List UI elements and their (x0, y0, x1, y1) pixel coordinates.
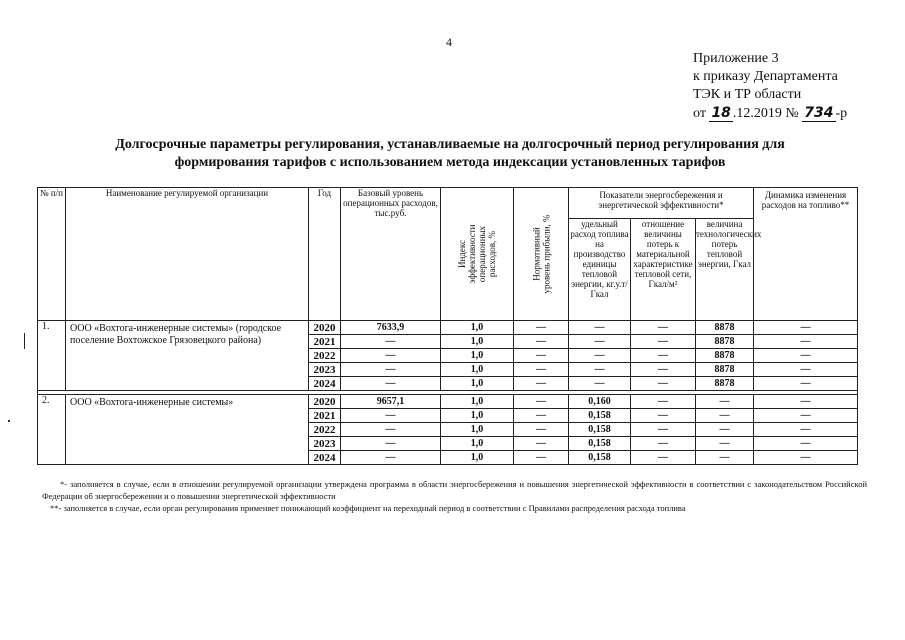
cell-base-expenses: — (341, 409, 441, 423)
cell-efficiency-index: 1,0 (441, 321, 514, 335)
cell-year: 2024 (309, 451, 341, 465)
cell-loss-ratio: — (631, 409, 696, 423)
cell-tech-losses: — (696, 395, 754, 409)
cell-base-expenses: 9657,1 (341, 395, 441, 409)
cell-normative-profit: — (514, 437, 569, 451)
cell-efficiency-index: 1,0 (441, 395, 514, 409)
appendix-title: Приложение 3 (693, 51, 779, 66)
cell-year: 2022 (309, 349, 341, 363)
cell-base-expenses: — (341, 349, 441, 363)
cell-year: 2024 (309, 377, 341, 391)
cell-fuel-dynamics: — (754, 321, 858, 335)
cell-tech-losses: 8878 (696, 335, 754, 349)
header-num: № п/п (38, 188, 66, 321)
cell-tech-losses: — (696, 409, 754, 423)
cell-year: 2023 (309, 363, 341, 377)
header-norm-line1: Нормативный (531, 227, 541, 281)
title-line-1: Долгосрочные параметры регулирования, устанавливаемые на долгосрочный период регулирования для (115, 137, 785, 152)
header-energy-group: Показатели энергосбережения и энергетической эффективности* (569, 188, 754, 219)
cell-base-expenses: — (341, 335, 441, 349)
appendix-department: ТЭК и ТР области (693, 87, 802, 102)
cell-loss-ratio: — (631, 423, 696, 437)
cell-loss-ratio: — (631, 335, 696, 349)
header-specific: удельный расход топлива на производство единицы тепловой энергии, кг.у.т/Гкал (569, 219, 631, 321)
cell-base-expenses: 7633,9 (341, 321, 441, 335)
cell-specific-fuel: 0,158 (569, 409, 631, 423)
org-number: 2. (38, 395, 66, 465)
cell-year: 2021 (309, 335, 341, 349)
cell-tech-losses: — (696, 437, 754, 451)
cell-fuel-dynamics: — (754, 409, 858, 423)
cell-normative-profit: — (514, 409, 569, 423)
header-base: Базовый уровень операционных расходов, тыс.руб. (341, 188, 441, 321)
page-number: 4 (446, 35, 452, 49)
cell-efficiency-index: 1,0 (441, 409, 514, 423)
cell-loss-ratio: — (631, 377, 696, 391)
order-number-handwritten: 734 (804, 105, 834, 121)
cell-tech-losses: 8878 (696, 321, 754, 335)
header-ratio: отношение величины потерь к материальной характеристике тепловой сети, Гкал/м² (631, 219, 696, 321)
order-suffix: -р (835, 106, 848, 121)
cell-tech-losses: 8878 (696, 363, 754, 377)
footnote-2: **- заполняется в случае, если орган регулирования применяет понижающий коэффициент на переходный период в соответствии с Правилами распределения расхода топлива (50, 503, 686, 513)
cell-specific-fuel: — (569, 321, 631, 335)
cell-specific-fuel: 0,158 (569, 437, 631, 451)
cell-efficiency-index: 1,0 (441, 437, 514, 451)
org-name: ООО «Вохтога-инженерные системы» (66, 395, 309, 465)
cell-year: 2020 (309, 321, 341, 335)
cell-specific-fuel: — (569, 363, 631, 377)
cell-efficiency-index: 1,0 (441, 451, 514, 465)
cell-base-expenses: — (341, 437, 441, 451)
cell-tech-losses: 8878 (696, 377, 754, 391)
scan-dot (8, 420, 10, 422)
cell-specific-fuel: 0,158 (569, 451, 631, 465)
cell-loss-ratio: — (631, 363, 696, 377)
cell-fuel-dynamics: — (754, 349, 858, 363)
appendix-order-ref: к приказу Департамента (693, 69, 838, 84)
cell-tech-losses: 8878 (696, 349, 754, 363)
appendix-date-line (693, 104, 847, 123)
table-row (38, 321, 858, 335)
cell-fuel-dynamics: — (754, 451, 858, 465)
cell-loss-ratio: — (631, 349, 696, 363)
cell-efficiency-index: 1,0 (441, 349, 514, 363)
cell-fuel-dynamics: — (754, 437, 858, 451)
cell-loss-ratio: — (631, 437, 696, 451)
table-row (38, 395, 858, 409)
cell-normative-profit: — (514, 363, 569, 377)
cell-efficiency-index: 1,0 (441, 335, 514, 349)
parameters-table (37, 187, 858, 465)
cell-year: 2020 (309, 395, 341, 409)
date-prefix: от (693, 106, 706, 121)
cell-tech-losses: — (696, 451, 754, 465)
cell-fuel-dynamics: — (754, 423, 858, 437)
date-day-handwritten: 18 (711, 105, 731, 121)
margin-mark (24, 333, 25, 349)
header-dynamics: Динамика изменения расходов на топливо** (754, 188, 858, 321)
cell-fuel-dynamics: — (754, 377, 858, 391)
title-line-2: формирования тарифов с использованием метода индексации установленных тарифов (174, 155, 726, 170)
cell-tech-losses: — (696, 423, 754, 437)
cell-normative-profit: — (514, 451, 569, 465)
cell-year: 2021 (309, 409, 341, 423)
cell-specific-fuel: — (569, 377, 631, 391)
cell-fuel-dynamics: — (754, 363, 858, 377)
header-norm-line2: уровень прибыли, % (541, 214, 551, 294)
cell-normative-profit: — (514, 349, 569, 363)
cell-loss-ratio: — (631, 395, 696, 409)
table-body (38, 321, 858, 465)
cell-normative-profit: — (514, 423, 569, 437)
header-org: Наименование регулируемой организации (66, 188, 309, 321)
cell-efficiency-index: 1,0 (441, 423, 514, 437)
header-index-text: Индекс эффективности операционных расходов, % (457, 224, 497, 284)
org-number: 1. (38, 321, 66, 391)
org-name: ООО «Вохтога-инженерные системы» (городское поселение Вохтожское Грязовецкого района) (66, 321, 309, 391)
cell-specific-fuel: — (569, 349, 631, 363)
cell-efficiency-index: 1,0 (441, 363, 514, 377)
header-index (441, 188, 514, 321)
cell-normative-profit: — (514, 335, 569, 349)
cell-normative-profit: — (514, 395, 569, 409)
cell-normative-profit: — (514, 377, 569, 391)
cell-year: 2022 (309, 423, 341, 437)
appendix-block (693, 50, 847, 123)
header-norm (514, 188, 569, 321)
date-rest: .12.2019 № (732, 106, 799, 121)
cell-base-expenses: — (341, 423, 441, 437)
cell-loss-ratio: — (631, 451, 696, 465)
header-norm-text (531, 215, 551, 294)
cell-efficiency-index: 1,0 (441, 377, 514, 391)
cell-loss-ratio: — (631, 321, 696, 335)
footnote-1: *- заполняется в случае, если в отношении регулируемой организации утверждена программа в области энергосбережения и повышения энергетической эффективности в соответствии с законодательством Российской Федерации об энергосбережении и о повышении энергетической эффективности (42, 479, 867, 501)
cell-year: 2023 (309, 437, 341, 451)
header-losses: величина технологических потерь тепловой энергии, Гкал (696, 219, 754, 321)
cell-base-expenses: — (341, 377, 441, 391)
cell-base-expenses: — (341, 363, 441, 377)
cell-fuel-dynamics: — (754, 395, 858, 409)
cell-base-expenses: — (341, 451, 441, 465)
cell-normative-profit: — (514, 321, 569, 335)
cell-specific-fuel: 0,158 (569, 423, 631, 437)
cell-specific-fuel: 0,160 (569, 395, 631, 409)
footnotes (42, 478, 867, 514)
document-title (40, 136, 860, 172)
cell-specific-fuel: — (569, 335, 631, 349)
header-year: Год (309, 188, 341, 321)
cell-fuel-dynamics: — (754, 335, 858, 349)
